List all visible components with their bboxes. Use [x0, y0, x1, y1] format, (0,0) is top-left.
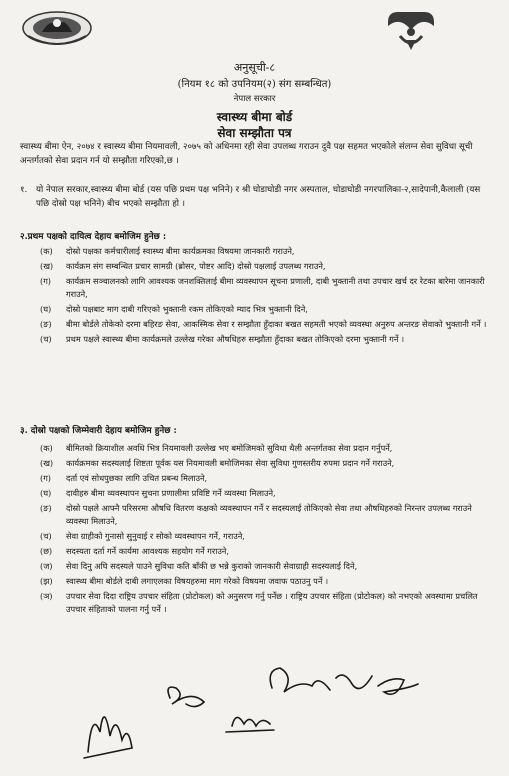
list-item: [40, 260, 496, 273]
list-item: [40, 275, 496, 301]
item-text: कार्यक्रमका सदस्यलाई शिष्टता पूर्वक यस नियमावली बमोजिमका सेवा सुविधा गुणस्तरीय रुपमा प्रदान गर्ने गराउने,: [66, 458, 395, 468]
item-marker: (क): [40, 246, 53, 256]
list-item: [40, 487, 496, 500]
signature-4-underline: [226, 730, 274, 732]
list-item: [40, 502, 496, 528]
item-text: दोस्रो पक्षले आफ्नै परिसरमा औषधि वितरण कक्षको व्यवस्थापन गर्ने र सदस्यलाई तोकिएको सेवा तथा औषधिहरुको निरन्तर उपलब्ध गराउने व्यवस्था मिलाउने,: [66, 503, 472, 526]
list-item: [40, 245, 496, 258]
item-text: सदस्यता दर्ता गर्ने कार्यमा आवश्यक सहयोग गर्ने गराउने,: [66, 546, 229, 556]
nepal-government-emblem-icon: [20, 8, 94, 48]
list-item: [40, 318, 496, 331]
government-name: नेपाल सरकार: [233, 94, 276, 104]
signature-2: [168, 687, 204, 706]
item-text: स्वास्थ्य बीमा बोर्डले दाबी लगाएलका विषयहरुमा माग गरेको विषयमा जवाफ पठाउनु पर्ने ।: [66, 576, 329, 586]
section-2-heading: २.प्रथम पक्षको दायित्व देहाय बमोजिम हुनेछ :: [20, 232, 167, 242]
item-marker: (ग): [40, 276, 51, 286]
list-item: [40, 303, 496, 316]
item-marker: (ख): [40, 458, 54, 468]
list-item: [40, 333, 496, 346]
item-text: कार्यक्रम संग सम्बन्धित प्रचार सामग्री (ब्रोसर, पोष्टर आदि) दोस्रो पक्षलाई उपलब्ध गराउने,: [66, 261, 326, 271]
item-text: दोस्रो पक्षका कर्मचारीलाई स्वास्थ्य बीमा कार्यक्रमका विषयमा जानकारी गराउने,: [66, 246, 295, 256]
signature-4: [232, 717, 270, 726]
item-text: बीमितको क्रियाशील अवधि भित्र नियमावली उल्लेख भए बमोजिमको सुविधा थैली अन्तर्गतका सेवा प्रदान गर्नुपर्ने,: [66, 443, 393, 453]
list-item: [40, 545, 496, 558]
item-text: उपचार सेवा दिदा राष्ट्रिय उपचार संहिता (प्रोटोकल) को अनुसरण गर्नु पर्नेछ । राष्ट्रिय उपचार संहिता (प्रोटोकल) को नभएको अवस्थामा प्रचलित उपचार संहिताको पालना गर्नु पर्ने ।: [66, 591, 478, 614]
list-item: [40, 442, 496, 455]
item-marker: (ख): [40, 261, 54, 271]
item-marker: (ग): [40, 473, 51, 483]
document-title: सेवा सम्झौता पत्र: [217, 126, 292, 140]
item-text: प्रथम पक्षले स्वास्थ्य बीमा कार्यक्रमले उल्लेख गरेका औषधिहरु सम्झौता हुँदाका बखत तोकिएको दरमा भुक्तानी गर्ने ।: [66, 334, 405, 344]
signature-3: [270, 668, 418, 694]
list-item: [40, 457, 496, 470]
item-text: सेवा दिनु अघि सदस्यले पाउने सुविधा कति बाँकी छ भन्ने कुराको जानकारी सेवाग्राही सदस्यलाई दिने,: [66, 561, 358, 571]
item-marker: (ङ): [40, 503, 52, 513]
clause-1-text: यो नेपाल सरकार,स्वास्थ्य बीमा बोर्ड (यस पछि प्रथम पक्ष भनिने) र श्री घोडाघोडी नगर अस्पताल, घोडाघोडी नगरपालिका-२,सादेपानी,कैलाली (यस पछि दोस्रो पक्ष भनिने) बीच भएको सम्झौता हो ।: [36, 185, 481, 209]
item-marker: (झ): [40, 576, 53, 586]
section-3-heading: ३. दोस्रो पक्षको जिम्मेवारी देहाय बमोजिम हुनेछ :: [20, 426, 177, 436]
list-item: [40, 560, 496, 573]
item-marker: (ङ): [40, 319, 52, 329]
section-3-list: [40, 442, 496, 618]
clause-1: [20, 183, 496, 211]
item-marker: (च): [40, 531, 52, 541]
schedule-number: अनुसूची-८: [233, 61, 276, 74]
item-marker: (ज): [40, 561, 53, 571]
item-marker: (छ): [40, 546, 53, 556]
item-text: बीमा बोर्डले तोकेको दरमा बहिरङ सेवा, आकस्मिक सेवा र सम्झौता हुँदाका बखत सहमती भएको व्यवस्था अनुरुप अन्तरङ सेवाको भुक्तानी गर्ने ।: [66, 319, 487, 329]
list-item: [40, 530, 496, 543]
item-text: दोस्रो पक्षबाट माग दाबी गरिएको भुक्तानी रकम तोकिएको म्याद भित्र भुक्तानी दिने,: [66, 304, 308, 314]
item-marker: (घ): [40, 488, 52, 498]
item-marker: (च): [40, 334, 52, 344]
intro-paragraph: स्वास्थ्य बीमा ऐन, २०७४ र स्वास्थ्य बीमा नियमावली, २०७५ को अधिनमा रही सेवा उपलब्ध गराउन दुवै पक्ष सहमत भएकोले संलग्न सेवा सुविधा सूची अन्तर्गतको सेवा प्रदान गर्न यो सम्झौता गरिएको,छ ।: [20, 142, 473, 166]
item-marker: (क): [40, 443, 53, 453]
item-text: दर्ता एवं सोधपुछका लागि उचित प्रबन्ध मिलाउने,: [66, 473, 208, 483]
item-marker: (घ): [40, 304, 52, 314]
signatures-area: [0, 640, 509, 776]
item-marker: (ञ): [40, 591, 53, 601]
section-2-list: [40, 245, 496, 348]
item-text: सेवा ग्राहीको गुनासो सुनुवाई र सोको व्यवस्थापन गर्ने, गराउने,: [66, 531, 245, 541]
rule-reference: (नियम १८ को उपनियम(२) संग सम्बन्धित): [177, 79, 332, 90]
health-insurance-board-logo-icon: [382, 6, 440, 54]
item-text: कार्यक्रम सञ्चालनको लागि आवश्यक जनशक्तिलाई बीमा व्यवस्थापन सूचना प्रणाली, दाबी भुक्तानी तथा उपचार खर्च दर रेटका बारेमा जानकारी गराउने,: [66, 276, 485, 299]
list-item: [40, 575, 496, 588]
signature-1: [84, 717, 132, 758]
list-item: [40, 472, 496, 485]
item-text: दावीहरु बीमा व्यवस्थापन सुचना प्रणालीमा प्रविष्टि गर्ने व्यवस्था मिलाउने,: [66, 488, 276, 498]
board-name: स्वास्थ्य बीमा बोर्ड: [216, 110, 293, 124]
clause-1-marker: १.: [20, 185, 28, 195]
list-item: [40, 590, 496, 616]
